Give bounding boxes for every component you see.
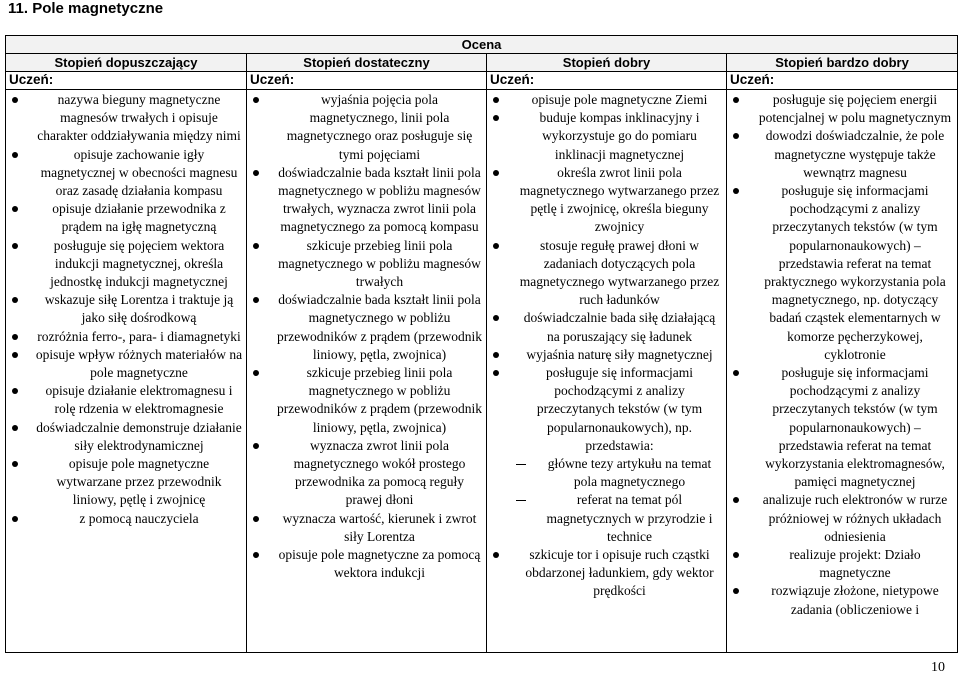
item-text: z pomocą nauczyciela [79, 510, 199, 526]
list-item [249, 546, 483, 582]
item-text: opisuje działanie elektromagnesu i rolę rdzenia w elektromagnesie [45, 383, 233, 417]
list-item [8, 200, 243, 236]
bullet-icon [733, 133, 739, 139]
requirements-bardzo-dobry [727, 90, 958, 653]
bullet-icon [493, 243, 499, 249]
list-item [489, 237, 723, 310]
bullet-icon [493, 370, 499, 376]
item-text: szkicuje tor i opisuje ruch cząstki obdarzonej ładunkiem, gdy wektor prędkości [525, 547, 714, 599]
list-item [729, 491, 954, 546]
item-text: stosuje regułę prawej dłoni w zadaniach dotyczących pola magnetycznego wytwarzanego przez ruch ładunków [519, 237, 720, 308]
item-text: opisuje pole magnetyczne wytwarzane przez przewodnik liniowy, pętlę i zwojnicę [56, 456, 222, 508]
bullet-icon [12, 461, 18, 467]
list-item [729, 546, 954, 582]
list-item [249, 291, 483, 364]
list-item [729, 127, 954, 182]
bullet-icon [493, 352, 499, 358]
uczen-label: Uczeń: [727, 72, 958, 90]
bullet-icon [12, 243, 18, 249]
item-text: doświadczalnie bada kształt linii pola magnetycznego w pobliżu przewodników z prądem (przewodnik liniowy, pętla, zwojnica) [276, 292, 483, 362]
item-text: realizuje projekt: Działo magnetyczne [789, 547, 921, 581]
list-item [249, 91, 483, 164]
item-text: szkicuje przebieg linii pola magnetycznego w pobliżu przewodników z prądem (przewodnik liniowy, pętla, zwojnica) [276, 365, 483, 435]
bullet-icon [253, 243, 259, 249]
item-text: doświadczalnie bada kształt linii pola magnetycznego w pobliżu magnesów trwałych, wyznacza zwrot linii pola magnetycznego za pomocą kompasu [278, 164, 481, 235]
sub-list-item [516, 455, 723, 491]
bullet-icon [12, 516, 18, 522]
requirements-list [729, 91, 954, 619]
list-item [8, 346, 243, 382]
dash-icon [516, 464, 526, 465]
list-item [489, 364, 723, 546]
bullet-icon [493, 552, 499, 558]
list-item [8, 419, 243, 455]
item-text: rozróżnia ferro-, para- i diamagnetyki [37, 328, 241, 344]
uczen-label: Uczeń: [6, 72, 247, 90]
requirements-list [8, 91, 243, 528]
list-item [8, 91, 243, 146]
bullet-icon [493, 315, 499, 321]
list-item [489, 164, 723, 237]
bullet-icon [253, 170, 259, 176]
item-text: doświadczalnie demonstruje działanie siły elektrodynamicznej [36, 419, 242, 453]
list-item [8, 291, 243, 327]
bullet-icon [733, 370, 739, 376]
bullet-icon [12, 388, 18, 394]
item-text: opisuje pole magnetyczne za pomocą wektora indukcji [278, 547, 481, 581]
item-text: opisuje zachowanie igły magnetycznej w obecności magnesu oraz zasadę działania kompasu [40, 146, 238, 199]
ocena-header: Ocena [6, 36, 958, 54]
item-text: opisuje wpływ różnych materiałów na pole magnetyczne [35, 346, 243, 381]
item-text: określa zwrot linii pola magnetycznego wytwarzanego przez pętlę i zwojnicę, określa bieguny zwojnicy [519, 164, 720, 235]
list-item [249, 164, 483, 237]
list-item [8, 237, 243, 292]
bullet-icon [12, 425, 18, 431]
list-item [489, 309, 723, 345]
item-text: dowodzi doświadczalnie, że pole magnetyczne występuje także wewnątrz magnesu [765, 128, 945, 180]
requirements-list [489, 91, 723, 601]
grade-header-dobry: Stopień dobry [487, 54, 727, 72]
page-title: 11. Pole magnetyczne [8, 0, 164, 17]
bullet-icon [733, 588, 739, 594]
bullet-icon [253, 552, 259, 558]
list-item [729, 582, 954, 618]
list-item [8, 146, 243, 201]
bullet-icon [12, 152, 18, 158]
bullet-icon [253, 516, 259, 522]
bullet-icon [253, 297, 259, 303]
item-text: szkicuje przebieg linii pola magnetycznego w pobliżu magnesów trwałych [278, 237, 481, 290]
list-item [8, 328, 243, 346]
item-text: wyjaśnia pojęcia pola magnetycznego, linii pola magnetycznego oraz posługuje się tymi pojęciami [286, 92, 473, 162]
bullet-icon [733, 188, 739, 194]
item-text: wskazuje siłę Lorentza i traktuje ją jako siłę dośrodkową [44, 292, 234, 326]
bullet-icon [12, 334, 18, 340]
item-text: posługuje się informacjami pochodzącymi z analizy przeczytanych tekstów (w tym popularnonaukowych) – przedstawia referat na temat wykorzystania elektromagnesów, pamięci magnetycznej [765, 365, 945, 490]
item-text: wyjaśnia naturę siły magnetycznej [526, 346, 713, 362]
item-text: posługuje się informacjami pochodzącymi z analizy przeczytanych tekstów (w tym popularnonaukowych) – przedstawia referat na temat praktycznego wykorzystania pola magnetycznego, np. dotyczący badań cząstek elementarnych w komorze pęcherzykowej, cyklotronie [764, 183, 946, 362]
item-text: posługuje się pojęciem energii potencjalnej w polu magnetycznym [758, 92, 952, 126]
item-text: nazywa bieguny magnetyczne magnesów trwałych i opisuje charakter oddziaływania między nimi [37, 92, 241, 144]
bullet-icon [12, 297, 18, 303]
list-item [489, 109, 723, 164]
sub-list-item [516, 491, 723, 546]
bullet-icon [733, 497, 739, 503]
requirements-list [249, 91, 483, 582]
sub-list [516, 455, 723, 546]
list-item [729, 91, 954, 127]
bullet-icon [493, 97, 499, 103]
item-text: posługuje się informacjami pochodzącymi z analizy przeczytanych tekstów (w tym popularnonaukowych), np. przedstawia: [536, 365, 703, 453]
bullet-icon [12, 97, 18, 103]
item-text: buduje kompas inklinacyjny i wykorzystuje go do pomiaru inklinacji magnetycznej [539, 110, 700, 162]
item-text: wyznacza zwrot linii pola magnetycznego wokół prostego przewodnika za pomocą reguły prawej dłoni [293, 437, 466, 508]
bullet-icon [253, 443, 259, 449]
grade-header-dopuszczajacy: Stopień dopuszczający [6, 54, 247, 72]
item-text: wyznacza wartość, kierunek i zwrot siły Lorentza [282, 510, 477, 544]
bullet-icon [12, 206, 18, 212]
bullet-icon [733, 552, 739, 558]
list-item [8, 510, 243, 528]
bullet-icon [733, 97, 739, 103]
list-item [8, 382, 243, 418]
list-item [249, 237, 483, 292]
list-item [729, 364, 954, 491]
grade-header-dostateczny: Stopień dostateczny [247, 54, 487, 72]
bullet-icon [253, 370, 259, 376]
item-text: posługuje się pojęciem wektora indukcji magnetycznej, określa jednostkę indukcji magnetycznej [50, 237, 228, 290]
bullet-icon [493, 170, 499, 176]
list-item [489, 91, 723, 109]
item-text: opisuje działanie przewodnika z prądem na igłę magnetyczną [52, 201, 226, 235]
list-item [249, 437, 483, 510]
sub-item-text: główne tezy artykułu na temat pola magnetycznego [547, 456, 712, 490]
list-item [249, 364, 483, 437]
list-item [489, 546, 723, 601]
item-text: analizuje ruch elektronów w rurze próżniowej w różnych układach odniesienia [762, 492, 948, 544]
item-text: opisuje pole magnetyczne Ziemi [531, 92, 708, 107]
list-item [489, 346, 723, 364]
list-item [249, 510, 483, 546]
list-item [729, 182, 954, 364]
requirements-dobry [487, 90, 727, 653]
grade-header-bardzo-dobry: Stopień bardzo dobry [727, 54, 958, 72]
uczen-label: Uczeń: [247, 72, 487, 90]
item-text: doświadczalnie bada siłę działającą na poruszający się ładunek [523, 310, 716, 344]
requirements-dostateczny [247, 90, 487, 653]
bullet-icon [493, 115, 499, 121]
list-item [8, 455, 243, 510]
requirements-dopuszczajacy [6, 90, 247, 653]
sub-item-text: referat na temat pól magnetycznych w przyrodzie i technice [546, 492, 713, 544]
grading-table [5, 35, 958, 653]
dash-icon [516, 500, 526, 501]
bullet-icon [12, 352, 18, 358]
uczen-label: Uczeń: [487, 72, 727, 90]
item-text: rozwiązuje złożone, nietypowe zadania (obliczeniowe i [771, 583, 939, 617]
bullet-icon [253, 97, 259, 103]
page-number: 10 [931, 660, 945, 675]
